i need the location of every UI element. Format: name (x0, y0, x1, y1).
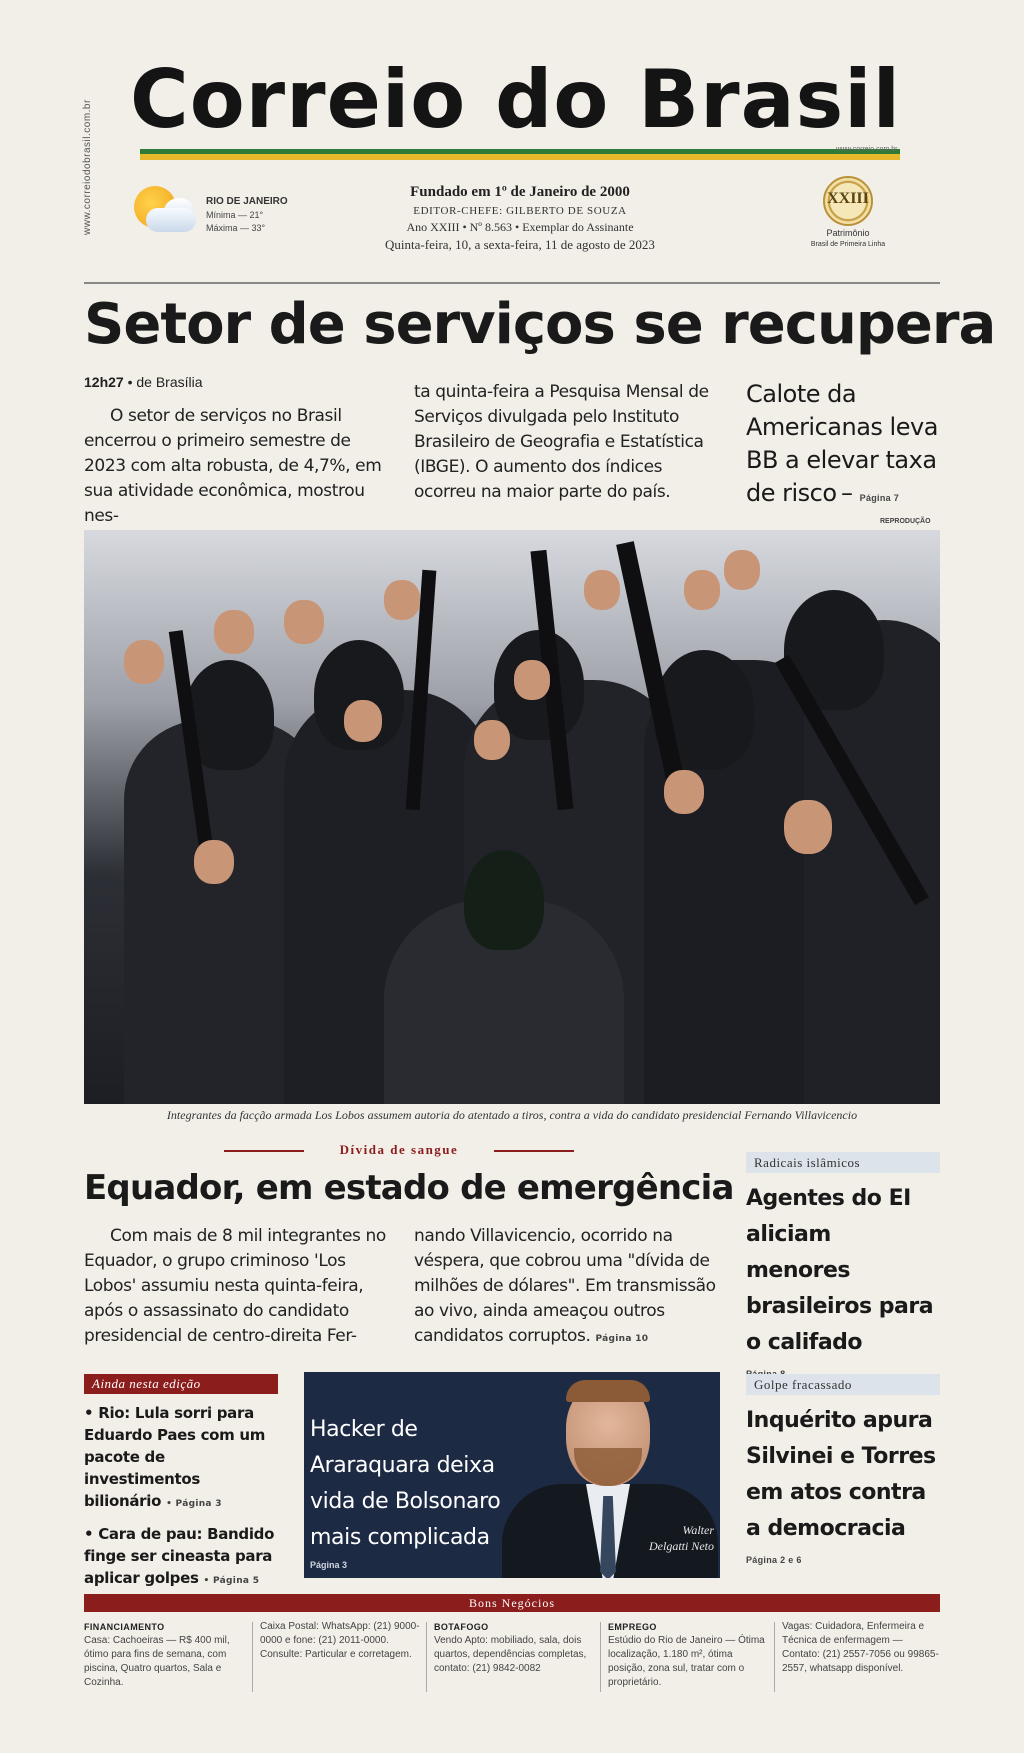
classifieds (84, 1620, 940, 1706)
side-url: www.correiodobrasil.com.br (82, 99, 93, 235)
promo-headline[interactable]: Hacker de Araraquara deixa vida de Bolsonaro mais complicada (310, 1417, 501, 1550)
lead-headline[interactable]: Setor de serviços se recupera (84, 292, 996, 357)
main-photo[interactable] (84, 530, 940, 1104)
masthead-title: Correio do Brasil (130, 53, 902, 146)
divider (84, 282, 940, 284)
also-item[interactable]: • Rio: Lula sorri para Eduardo Paes com um pacote de investimentos bilionário • Página 3 (84, 1404, 266, 1510)
flag-bar (140, 149, 900, 160)
editor-line: EDITOR-CHEFE: GILBERTO DE SOUZA (413, 205, 627, 217)
lead-time: 12h27 (84, 374, 124, 390)
seal-caption: Patrimônio (826, 228, 870, 238)
side-story-headline[interactable]: Agentes do EI aliciam menores brasileiros para o califado (746, 1186, 934, 1355)
classified-ad: FINANCIAMENTO Casa: Cachoeiras — R$ 400 mil, ótimo para fins de semana, com piscina, Quatro quartos, Sala e Cozinha. (84, 1622, 230, 1688)
classifieds-bar: Bons Negócios (84, 1594, 940, 1612)
lead-column-2: ta quinta-feira a Pesquisa Mensal de Serviços divulgada pelo Instituto Brasileiro de Geografia e Estatística (IBGE). O aumento dos índices ocorreu na maior parte do país. (414, 382, 709, 502)
portrait-name: Walter Delgatti Neto (649, 1523, 714, 1553)
ecuador-column-1: Com mais de 8 mil integrantes no Equador, o grupo criminoso 'Los Lobos' assumiu nesta quinta-feira, após o assassinato do candidato presidencial de centro-direita Fer- (84, 1226, 386, 1346)
weather-city: RIO DE JANEIRO (206, 196, 288, 207)
weather-min: Mínima — 21° (206, 210, 264, 220)
side-label: Golpe fracassado (746, 1374, 940, 1395)
classified-ad: BOTAFOGO Vendo Apto: mobiliado, sala, dois quartos, dependências completas, contato: (21) 9842-0082 (434, 1622, 587, 1674)
side-story-americanas[interactable]: Calote da Americanas leva BB a elevar taxa de risco – Página 7 (746, 380, 938, 507)
side-story-headline[interactable]: Inquérito apura Silvinei e Torres em atos contra a democracia (746, 1408, 936, 1541)
lead-place: • de Brasília (127, 374, 203, 390)
weather-max: Máxima — 33° (206, 223, 266, 233)
promo-box-hacker[interactable] (304, 1372, 720, 1578)
classified-ad: Vagas: Cuidadora, Enfermeira e Técnica de enfermagem — Contato: (21) 2557-7056 ou 99865-2557, whatsapp disponível. (782, 1621, 939, 1674)
anniversary-seal (808, 176, 888, 250)
photo-caption: Integrantes da facção armada Los Lobos assumem autoria do atentado a tiros, contra a vida do candidato presidencial Fernando Villavicencio (166, 1108, 858, 1122)
also-in-edition (84, 1374, 278, 1592)
weather-box (132, 186, 292, 248)
page-ref: Página 2 e 6 (746, 1555, 802, 1565)
date-line: Quinta-feira, 10, a sexta-feira, 11 de agosto de 2023 (385, 237, 655, 252)
classified-ad: Caixa Postal: WhatsApp: (21) 9000-0000 e fone: (21) 2011-0000. Consulte: Particular e corretagem. (260, 1621, 420, 1660)
section-kicker: Dívida de sangue (224, 1142, 574, 1158)
founded-line: Fundado em 1º de Janeiro de 2000 (410, 184, 630, 200)
also-item[interactable]: • Cara de pau: Bandido finge ser cineasta para aplicar golpes • Página 5 (84, 1525, 275, 1587)
masthead-tag: www.correio.com.br (836, 146, 898, 153)
classified-ad: EMPREGO Estúdio do Rio de Janeiro — Ótima localização, 1.180 m², ótima posição, zona sul, tratar com o proprietário. (608, 1622, 765, 1688)
page-ref: Página 7 (859, 493, 900, 503)
seal-caption-2: Brasil de Primeira Linha (810, 241, 886, 248)
seal-icon: XXIII (823, 176, 873, 226)
masthead (130, 52, 902, 148)
photo-credit: REPRODUÇÃO (880, 518, 931, 525)
masthead-info (320, 184, 720, 253)
side-story-headline[interactable]: Calote da Americanas leva BB a elevar taxa de risco (746, 380, 938, 507)
side-label: Radicais islâmicos (746, 1152, 940, 1173)
ecuador-headline[interactable]: Equador, em estado de emergência (84, 1168, 734, 1208)
lead-meta (84, 374, 203, 390)
side-story-golpe[interactable] (746, 1374, 940, 1565)
lead-column-1: O setor de serviços no Brasil encerrou o primeiro semestre de 2023 com alta robusta, de 4,7%, em sua atividade econômica, mostrou nes- (84, 406, 382, 526)
side-story-ei[interactable] (746, 1152, 940, 1379)
issue-line: Ano XXIII • Nº 8.563 • Exemplar do Assinante (406, 220, 634, 234)
ecuador-column-2: nando Villavicencio, ocorrido na véspera, que cobrou uma "dívida de milhões de dólares". Em transmissão ao vivo, ainda ameaçou outros candidatos corruptos. Página 10 (414, 1226, 716, 1346)
also-label: Ainda nesta edição (84, 1374, 278, 1394)
page-ref: Página 3 (310, 1560, 348, 1570)
